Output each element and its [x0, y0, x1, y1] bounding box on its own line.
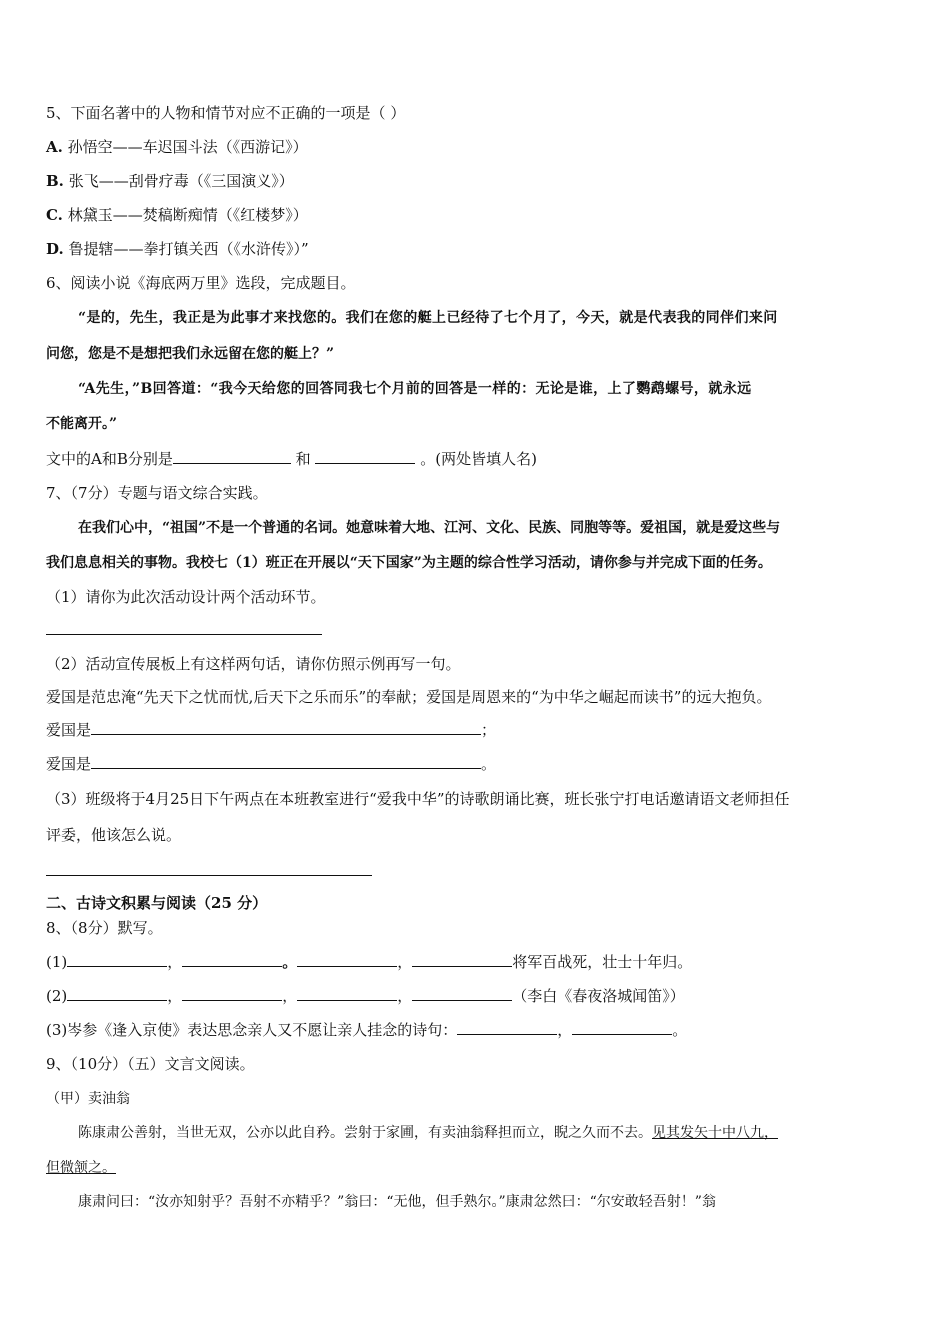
option-letter: D. [46, 240, 64, 258]
answer-blank[interactable] [297, 952, 397, 967]
punct: ， [397, 953, 413, 971]
q9-passage-line: 康肃问曰：“汝亦知射乎？吾射不亦精乎？”翁曰：“无他，但手熟尔。”康肃忿然曰：“尔安敢轻吾射！”翁 [78, 1194, 716, 1210]
answer-blank[interactable] [182, 952, 282, 967]
q8-stem: 8、（8分）默写。 [46, 919, 163, 937]
punct: 。 [672, 1021, 688, 1039]
underlined-text: 见其发矢十中八九， [652, 1125, 778, 1141]
answer-blank[interactable] [182, 986, 282, 1001]
q5-option-d [46, 239, 309, 259]
q6-passage-line: 问您，您是不是想把我们永远留在您的艇上？” [46, 346, 335, 362]
fill-label: 。(两处皆填人名) [420, 450, 537, 468]
option-text: 林黛玉——焚稿断痴情（《红楼梦》） [67, 206, 308, 224]
punct: ， [397, 987, 413, 1005]
q7-stem: 7、（7分）专题与语文综合实践。 [46, 484, 268, 502]
line-end: 。 [481, 755, 497, 773]
answer-blank[interactable] [91, 754, 481, 769]
punct: ， [282, 987, 298, 1005]
section-heading: 二、古诗文积累与阅读（25 分） [46, 894, 268, 912]
q6-passage-line: “A先生，”B回答道：“我今天给您的回答同我七个月前的回答是一样的：无论是谁，上了鹦鹉螺号，就永远 [78, 381, 752, 397]
love-label: 爱国是 [46, 721, 92, 739]
answer-line[interactable] [46, 634, 322, 635]
answer-blank[interactable] [67, 986, 167, 1001]
q9-passage-line [78, 1123, 778, 1143]
answer-blank[interactable] [91, 720, 481, 735]
q8-line-3 [46, 1020, 687, 1040]
answer-blank[interactable] [412, 986, 512, 1001]
q5-option-a [46, 137, 308, 157]
q5-option-c [46, 205, 308, 225]
q6-fill-line [46, 449, 537, 469]
q7-subquestion-3: （3）班级将于4月25日下午两点在本班教室进行“爱我中华”的诗歌朗诵比赛，班长张宁打电话邀请语文老师担任 [46, 790, 790, 808]
q9-stem: 9、（10分）（五）文言文阅读。 [46, 1055, 255, 1073]
q6-passage-line: “是的，先生，我正是为此事才来找您的。我们在您的艇上已经待了七个月了，今天，就是代表我的同伴们来问 [78, 310, 778, 326]
q7-subquestion-3-cont: 评委，他该怎么说。 [46, 826, 182, 844]
underlined-text: 但微颔之。 [46, 1160, 116, 1176]
answer-blank[interactable] [457, 1020, 557, 1035]
poem-tail: （李白《春夜洛城闻笛》） [512, 987, 685, 1005]
item-number: (1) [46, 953, 68, 971]
answer-blank[interactable] [572, 1020, 672, 1035]
fill-label: 文中的A和B分别是 [46, 450, 173, 468]
passage-text: 陈康肃公善射，当世无双，公亦以此自矜。尝射于家圃，有卖油翁释担而立，睨之久而不去。 [78, 1125, 652, 1141]
q7-intro-line: 在我们心中，“祖国”不是一个普通的名词。她意味着大地、江河、文化、民族、同胞等等。爱祖国，就是爱这些与 [78, 520, 781, 536]
punct: ， [167, 987, 183, 1005]
q9-passage-title: （甲）卖油翁 [46, 1091, 130, 1107]
punct: ， [167, 953, 183, 971]
q7-intro-line: 我们息息相关的事物。我校七（1）班正在开展以“天下国家”为主题的综合性学习活动，请你参与并完成下面的任务。 [46, 555, 772, 571]
q8-line-1: (1) ， 。 ， 将军百战死，壮士十年归。 [46, 953, 693, 971]
love-label: 爱国是 [46, 755, 92, 773]
option-text: 孙悟空——车迟国斗法（《西游记》） [67, 138, 308, 156]
answer-blank[interactable] [297, 986, 397, 1001]
q7-love-line-1 [46, 720, 496, 740]
q6-passage-line: 不能离开。” [46, 416, 118, 432]
option-text: 鲁提辖——拳打镇关西（《水浒传》）” [68, 240, 309, 258]
q5-option-b [46, 171, 294, 191]
option-letter: A. [46, 138, 63, 156]
q7-subquestion-1: （1）请你为此次活动设计两个活动环节。 [46, 588, 326, 606]
q8-line-2 [46, 986, 685, 1006]
option-text: 张飞——刮骨疗毒（《三国演义》） [68, 172, 294, 190]
option-letter: C. [46, 206, 63, 224]
fill-label: 和 [295, 450, 311, 468]
answer-blank[interactable] [412, 952, 512, 967]
item-number: (2) [46, 987, 68, 1005]
poem-tail: 将军百战死，壮士十年归。 [512, 953, 693, 971]
q5-stem: 5、下面名著中的人物和情节对应不正确的一项是（ ） [46, 104, 406, 122]
q6-stem: 6、阅读小说《海底两万里》选段，完成题目。 [46, 274, 356, 292]
answer-blank[interactable] [315, 449, 415, 464]
answer-blank[interactable] [67, 952, 167, 967]
line-end: ； [481, 721, 497, 739]
punct: ， [557, 1021, 573, 1039]
q7-love-line-2 [46, 754, 496, 774]
option-letter: B. [46, 172, 64, 190]
q7-example: 爱国是范忠淹“先天下之忧而忧,后天下之乐而乐”的奉献；爱国是周恩来的“为中华之崛起而读书”的远大抱负。 [46, 688, 772, 706]
answer-line[interactable] [46, 875, 372, 876]
answer-blank[interactable] [173, 449, 291, 464]
item-prompt: (3)岑参《逢入京使》表达思念亲人又不愿让亲人挂念的诗句： [46, 1021, 458, 1039]
q7-subquestion-2: （2）活动宣传展板上有这样两句话，请你仿照示例再写一句。 [46, 655, 461, 673]
